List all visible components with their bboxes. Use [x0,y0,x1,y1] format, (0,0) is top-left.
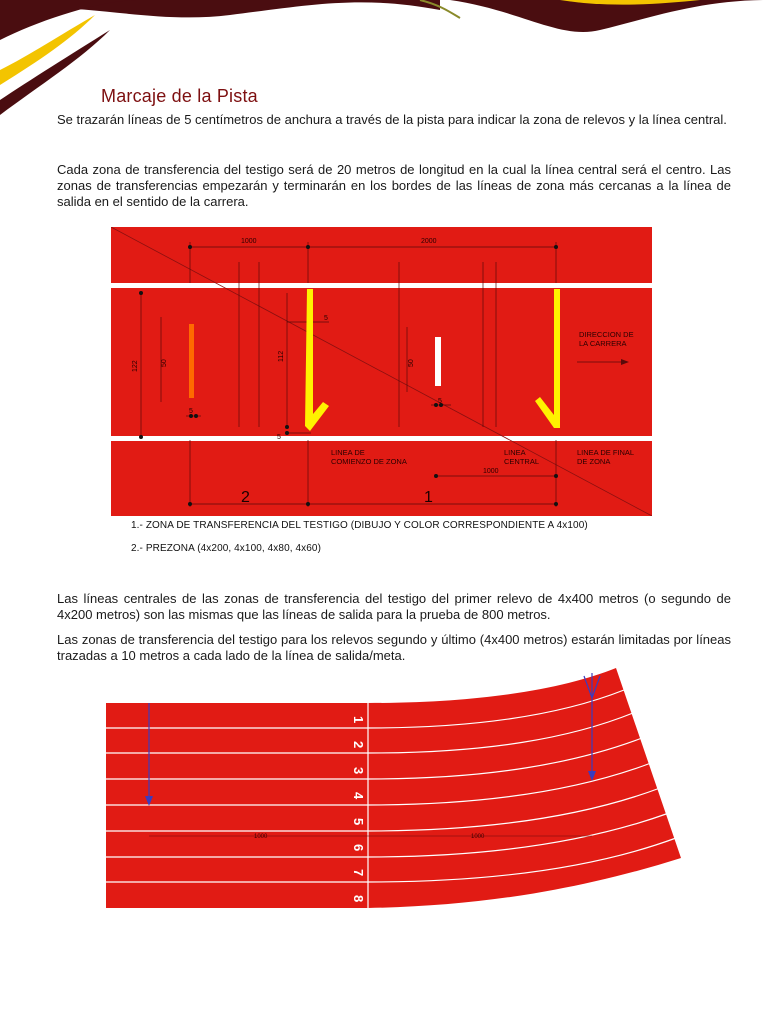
zone-2-label: 2 [241,489,250,506]
dim-top-left: 1000 [241,238,257,245]
label-center-1: LINEA [504,448,526,457]
lane-number-2: 2 [351,741,366,749]
paragraph-4: Las zonas de transferencia del testigo para los relevos segundo y último (4x400 metros) estarán limitadas por líneas trazadas a 10 metros a cada lado de la línea de salida/meta. [57,632,731,663]
dim-small-bar: 50 [161,359,168,367]
dim-top-right: 2000 [421,238,437,245]
dim-right: 1000 [471,834,485,840]
center-white-line [435,337,441,386]
label-end-2: DE ZONA [577,457,611,466]
label-direction-2: LA CARRERA [579,339,627,348]
lane-number-3: 3 [351,767,366,775]
dim-offset-c: 5 [189,408,193,415]
paragraph-2: Cada zona de transferencia del testigo será de 20 metros de longitud en la cual la línea central será el centro. Las zonas de transferencias empezarán y terminarán en los bordes de las líneas de zona más cercanas a la línea de salida en el sentido de la carrera. [57,162,731,209]
dim-yellow-height: 112 [278,350,285,362]
lane-number-8: 8 [351,895,366,903]
paragraph-3: Las líneas centrales de las zonas de transferencia del testigo del primer relevo de 4x400 metros (o segundo de 4x200 metros) son las mismas que las líneas de salida para la prueba de 800 metros. [57,591,731,622]
lane-line-top [111,283,652,288]
header-decoration [0,0,768,130]
prezone-orange-line [189,324,194,398]
dim-white-bar: 50 [408,359,415,367]
track-lanes-diagram [106,668,686,913]
label-start-1: LINEA DE [331,448,365,457]
caption-2: 2.- PREZONA (4x200, 4x100, 4x80, 4x60) [131,543,322,554]
lane-number-5: 5 [351,818,366,826]
dim-offset-b: 5 [277,434,281,441]
dim-offset-a: 5 [324,315,328,322]
dim-bottom: 1000 [483,468,499,475]
lane-line-bottom [111,436,652,441]
dim-offset-d: 5 [438,398,442,405]
track-surface-curved [106,668,681,908]
lane-number-6: 6 [351,844,366,852]
label-end-1: LINEA DE FINAL [577,448,635,457]
relay-zone-diagram [111,227,652,516]
lane-number-4: 4 [351,792,366,800]
dim-left: 1000 [254,834,268,840]
paragraph-1: Se trazarán líneas de 5 centímetros de anchura a través de la pista para indicar la zona de relevos y la línea central. [57,112,727,127]
caption-1: 1.- ZONA DE TRANSFERENCIA DEL TESTIGO (DIBUJO Y COLOR CORRESPONDIENTE A 4x100) [131,520,588,531]
lane-number-7: 7 [351,869,366,877]
dim-lane-height: 122 [132,360,139,372]
lane-number-1: 1 [351,716,366,724]
zone-1-label: 1 [424,489,433,506]
label-direction-1: DIRECCION DE [579,330,634,339]
page-title: Marcaje de la Pista [101,86,258,106]
label-center-2: CENTRAL [504,457,540,466]
label-start-2: COMIENZO DE ZONA [331,457,407,466]
